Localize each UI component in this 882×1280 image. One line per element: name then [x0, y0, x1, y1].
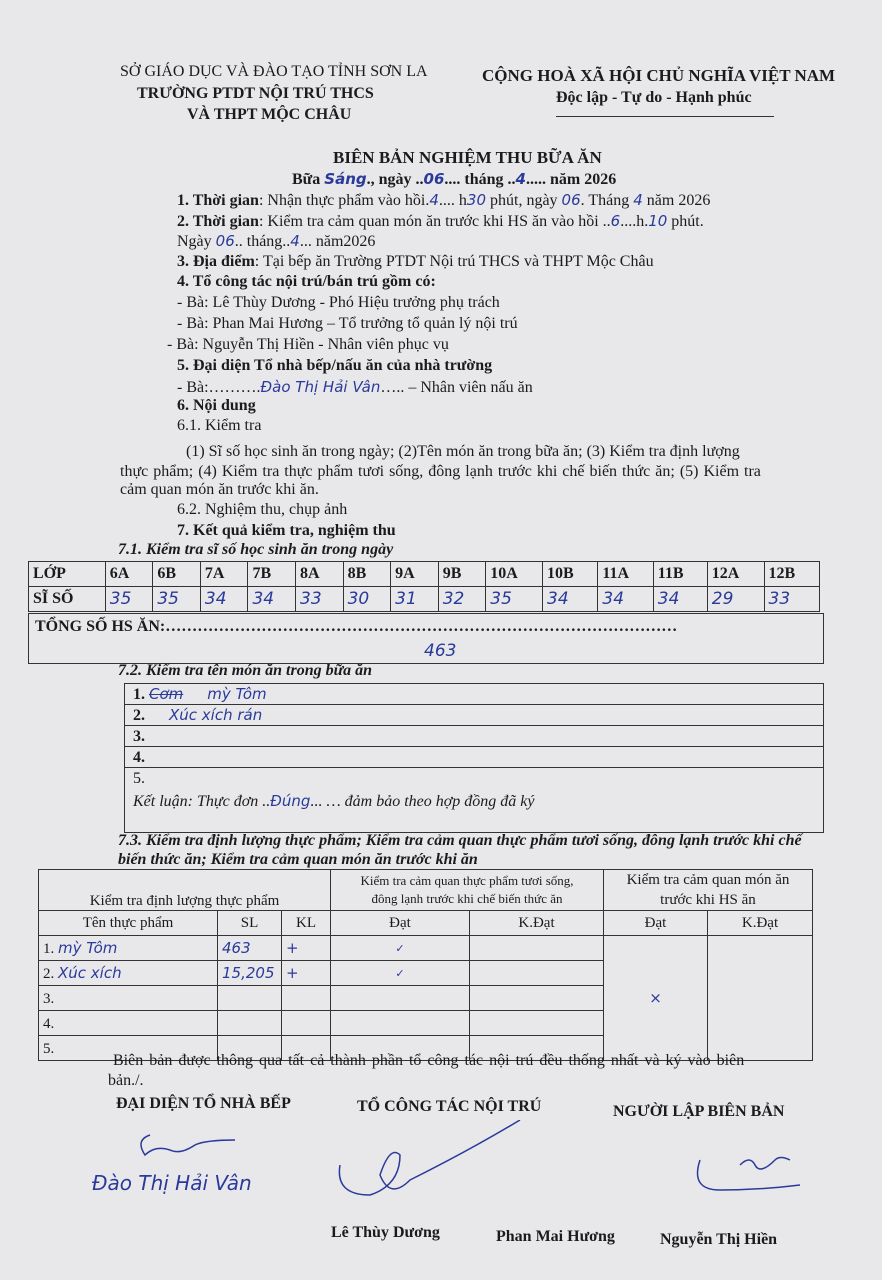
fresh-fail-cell [470, 1011, 604, 1036]
dish-row [133, 769, 165, 788]
kl-cell: + [282, 936, 331, 961]
fresh-fail-cell [470, 961, 604, 986]
team-heading: 4. Tổ công tác nội trú/bán trú gồm có: [177, 273, 436, 290]
food-check-table [38, 869, 813, 1061]
h-meal-pass: Đạt [604, 911, 708, 936]
class-cell: 7B [248, 562, 296, 587]
food-name-cell: 1. mỳ Tôm [39, 936, 218, 961]
h-meal: Kiểm tra cảm quan món ăn trước khi HS ăn [604, 870, 813, 911]
kl-cell [282, 986, 331, 1011]
class-cell: 6A [105, 562, 153, 587]
count-cell: 33 [764, 587, 819, 612]
dish-number: 2. [133, 707, 145, 724]
content-line-3: cảm quan món ăn trước khi ăn. [120, 481, 319, 498]
sl-cell [218, 986, 282, 1011]
count-cell: 34 [543, 587, 598, 612]
dish-number: 1. [133, 686, 145, 703]
content-heading: 6. Nội dung [177, 397, 256, 414]
sign-title-team: TỔ CÔNG TÁC NỘI TRÚ [357, 1098, 542, 1115]
count-cell: 31 [391, 587, 439, 612]
motto-underline [556, 116, 774, 117]
member-2: - Bà: Phan Mai Hương – Tổ trưởng tổ quản lý nội trú [177, 315, 518, 332]
content-line-1: (1) Sĩ số học sinh ăn trong ngày; (2)Tên món ăn trong bữa ăn; (3) Kiểm tra định lượng [186, 443, 740, 460]
h-meal-fail: K.Đạt [708, 911, 813, 936]
food-name-cell: 2. Xúc xích [39, 961, 218, 986]
count-cell: 35 [486, 587, 543, 612]
dish-line [124, 767, 824, 768]
signature-author [698, 1158, 801, 1191]
class-cell: 12B [764, 562, 819, 587]
country-name: CỘNG HOÀ XÃ HỘI CHỦ NGHĨA VIỆT NAM [482, 66, 836, 85]
signature-team [339, 1120, 520, 1195]
dish-row [133, 727, 165, 746]
sign-name-3: Nguyễn Thị Hiền [660, 1231, 778, 1248]
h-quant: Kiểm tra định lượng thực phẩm [39, 870, 331, 911]
location-line: 3. Địa điểm: Tại bếp ăn Trường PTDT Nội trú THCS và THPT Mộc Châu [177, 253, 654, 270]
dish-name: Xúc xích rán [169, 706, 263, 724]
count-cell: 34 [248, 587, 296, 612]
department-name: SỞ GIÁO DỤC VÀ ĐÀO TẠO TỈNH SƠN LA [120, 63, 428, 80]
sign-title-author: NGƯỜI LẬP BIÊN BẢN [613, 1103, 785, 1120]
meal-line: Bữa Sáng., ngày ..06.... tháng ..4..... năm 2026 [292, 170, 617, 188]
h-fresh-pass: Đạt [331, 911, 470, 936]
cook-line: - Bà:……….Đào Thị Hải Vân….. – Nhân viên nấu ăn [177, 378, 533, 396]
kl-cell [282, 1011, 331, 1036]
closing-line-2: bản./. [108, 1072, 144, 1089]
h-name: Tên thực phẩm [39, 911, 218, 936]
class-cell: 9A [391, 562, 439, 587]
dish-number: 5. [133, 770, 145, 787]
dish-name: mỳ Tôm [207, 685, 267, 703]
kl-cell: + [282, 961, 331, 986]
time-check-line: 2. Thời gian: Kiểm tra cảm quan món ăn trước khi HS ăn vào hồi ..6....h.10 phút. [177, 212, 704, 230]
signature-kitchen [141, 1135, 235, 1155]
sign-name-2: Phan Mai Hương [496, 1228, 615, 1245]
s72-title: 7.2. Kiểm tra tên món ăn trong bữa ăn [118, 662, 373, 679]
time-receive-line: 1. Thời gian: Nhận thực phẩm vào hồi.4.... h30 phút, ngày 06. Tháng 4 năm 2026 [177, 191, 711, 209]
dish-line [124, 704, 824, 705]
count-cell: 30 [343, 587, 391, 612]
dish-number: 4. [133, 749, 145, 766]
food-name-cell: 5. [39, 1036, 218, 1061]
class-cell: 8A [296, 562, 344, 587]
meal-pass-cell: × [604, 936, 708, 1061]
class-cell: 9B [438, 562, 486, 587]
sl-cell: 15,205 [218, 961, 282, 986]
class-count-table [28, 561, 820, 612]
dish-number: 3. [133, 728, 145, 745]
class-cell: 11B [653, 562, 707, 587]
closing-line-1: Biên bản được thông qua tất cả thành phần tổ công tác nội trú đều thống nhất và ký vào biên [113, 1052, 745, 1069]
signature-cook-name: Đào Thị Hải Vân [92, 1171, 252, 1195]
fresh-pass-cell [331, 1011, 470, 1036]
s73-title-2: biến thức ăn; Kiểm tra cảm quan món ăn trước khi ăn [118, 851, 478, 868]
kitchen-heading: 5. Đại diện Tổ nhà bếp/nấu ăn của nhà trường [177, 357, 493, 374]
document-title: BIÊN BẢN NGHIỆM THU BỮA ĂN [333, 148, 602, 167]
dish-row [133, 685, 267, 704]
class-cell: 10B [543, 562, 598, 587]
h-fresh-fail: K.Đạt [470, 911, 604, 936]
class-cell: 6B [153, 562, 201, 587]
class-cell: 7A [200, 562, 248, 587]
count-cell: 33 [296, 587, 344, 612]
count-cell: 34 [653, 587, 707, 612]
h-fresh: Kiểm tra cảm quan thực phẩm tươi sống, đông lạnh trước khi chế biến thức ăn [331, 870, 604, 911]
member-1: - Bà: Lê Thùy Dương - Phó Hiệu trưởng phụ trách [177, 294, 500, 311]
s73-title-1: 7.3. Kiểm tra định lượng thực phẩm; Kiểm tra cảm quan thực phẩm tươi sống, đông lạnh trước khi chế [118, 832, 802, 849]
fresh-pass-cell: ✓ [331, 936, 470, 961]
total-box [28, 613, 824, 664]
s71-title: 7.1. Kiểm tra sĩ số học sinh ăn trong ngày [118, 541, 394, 558]
date-check-line: Ngày 06.. tháng..4... năm2026 [177, 232, 376, 250]
count-cell: 32 [438, 587, 486, 612]
count-cell: 34 [200, 587, 248, 612]
food-name-cell: 4. [39, 1011, 218, 1036]
signatures [80, 1120, 820, 1210]
content-line-2: thực phẩm; (4) Kiểm tra thực phẩm tươi sống, đông lạnh trước khi chế biến thức ăn; (5) Kiểm tra [120, 463, 761, 480]
school-name-1: TRƯỜNG PTDT NỘI TRÚ THCS [137, 85, 374, 102]
results-heading: 7. Kết quả kiểm tra, nghiệm thu [177, 522, 396, 539]
sign-name-1: Lê Thùy Dương [331, 1224, 440, 1241]
food-name-cell: 3. [39, 986, 218, 1011]
menu-conclusion: Kết luận: Thực đơn ..Đúng... … đảm bảo theo hợp đồng đã ký [133, 792, 535, 810]
school-name-2: VÀ THPT MỘC CHÂU [187, 106, 352, 123]
class-cell: 10A [486, 562, 543, 587]
count-cell: 35 [105, 587, 153, 612]
dish-struck: Cơm [149, 685, 184, 703]
total-value: 463 [424, 641, 457, 661]
meal-fail-cell [708, 936, 813, 1061]
acceptance-heading: 6.2. Nghiệm thu, chụp ảnh [177, 501, 348, 518]
motto: Độc lập - Tự do - Hạnh phúc [556, 89, 752, 106]
fresh-fail-cell [470, 986, 604, 1011]
dish-line [124, 725, 824, 726]
count-cell: 35 [153, 587, 201, 612]
h-kl: KL [282, 911, 331, 936]
check-heading: 6.1. Kiểm tra [177, 417, 262, 434]
h-sl: SL [218, 911, 282, 936]
fresh-pass-cell [331, 986, 470, 1011]
dish-row [133, 748, 165, 767]
sign-title-kitchen: ĐẠI DIỆN TỔ NHÀ BẾP [116, 1095, 291, 1112]
count-cell: 34 [598, 587, 653, 612]
count-cell: 29 [707, 587, 764, 612]
class-cell: 8B [343, 562, 391, 587]
fresh-pass-cell: ✓ [331, 961, 470, 986]
sl-cell [218, 1011, 282, 1036]
member-3: - Bà: Nguyễn Thị Hiền - Nhân viên phục vụ [167, 336, 449, 353]
sl-cell: 463 [218, 936, 282, 961]
class-label: LỚP [29, 562, 106, 587]
class-cell: 12A [707, 562, 764, 587]
fresh-fail-cell [470, 936, 604, 961]
count-label: SĨ SỐ [29, 587, 106, 612]
class-cell: 11A [598, 562, 653, 587]
dish-row [133, 706, 262, 725]
dish-line [124, 746, 824, 747]
total-label: TỔNG SỐ HS ĂN:…………………………………………………………………………………… [35, 618, 678, 635]
